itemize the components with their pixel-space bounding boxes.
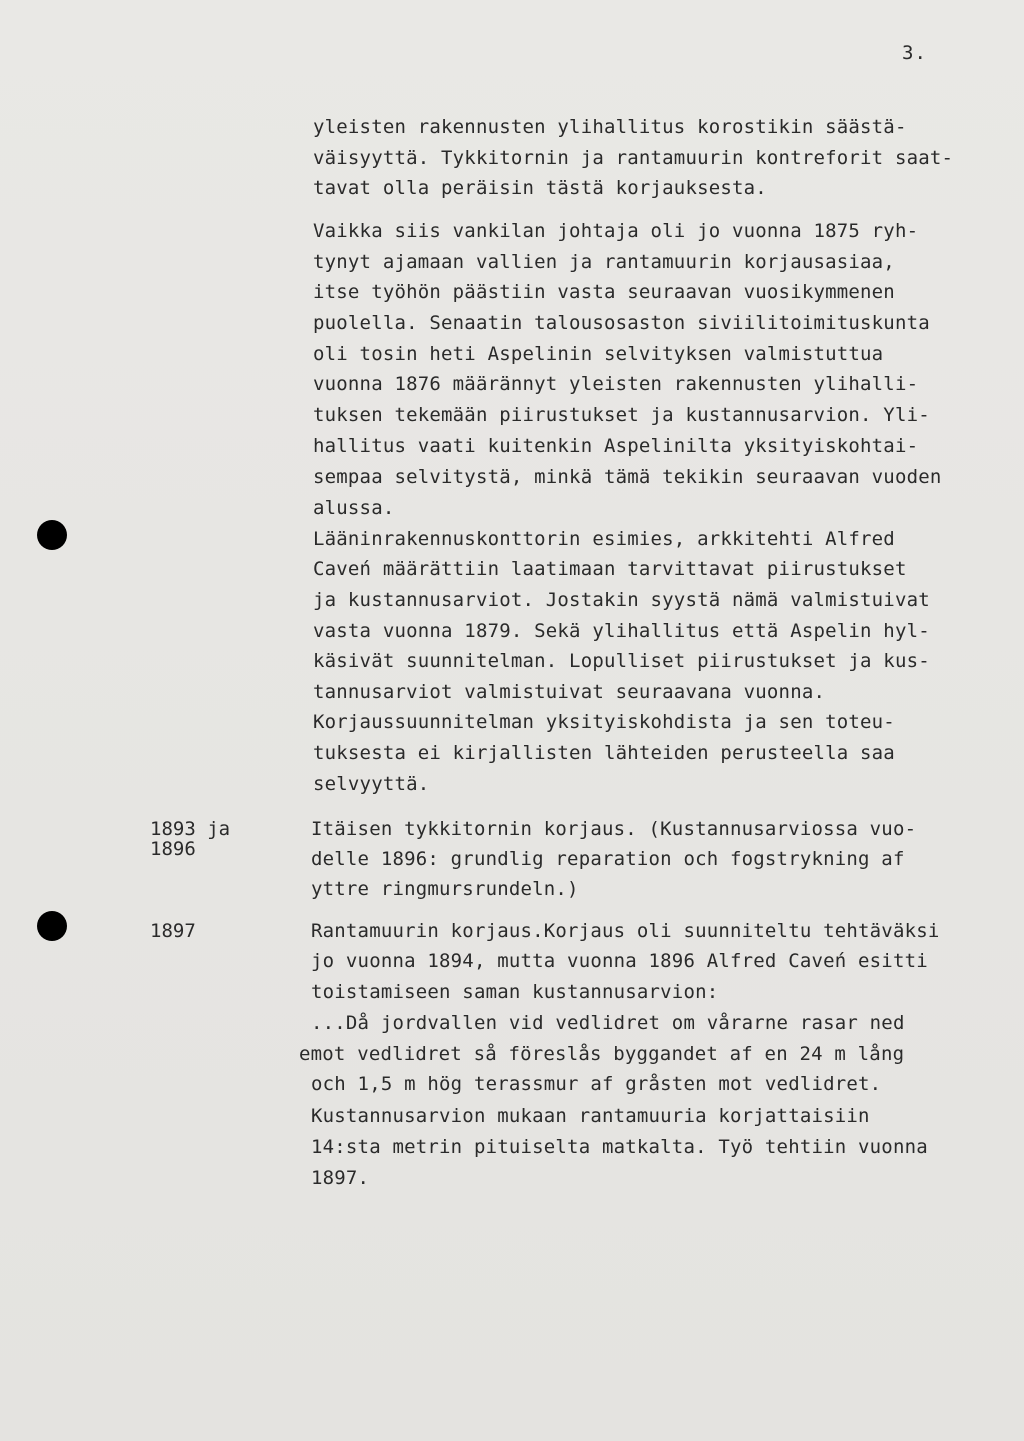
text-line: alussa. bbox=[313, 497, 395, 519]
text-line: oli tosin heti Aspelinin selvityksen valmistuttua bbox=[313, 343, 884, 365]
quote-line: emot vedlidret så föreslås byggandet af en 24 m lång bbox=[299, 1043, 905, 1065]
text-line: itse työhön päästiin vasta seuraavan vuosikymmenen bbox=[313, 281, 895, 303]
text-line: väisyyttä. Tykkitornin ja rantamuurin kontreforit saat- bbox=[313, 147, 954, 169]
text-line: käsivät suunnitelman. Lopulliset piirustukset ja kus- bbox=[313, 650, 930, 672]
margin-year-label: 1896 bbox=[150, 838, 196, 860]
text-line: yttre ringmursrundeln.) bbox=[311, 878, 579, 900]
text-line: 14:sta metrin pituiselta matkalta. Työ tehtiin vuonna bbox=[311, 1136, 928, 1158]
text-line: hallitus vaati kuitenkin Aspelinilta yksityiskohtai- bbox=[313, 435, 919, 457]
page-number: 3. bbox=[902, 42, 927, 64]
text-line: yleisten rakennusten ylihallitus korostikin säästä- bbox=[313, 116, 907, 138]
text-line: tannusarviot valmistuivat seuraavana vuonna. bbox=[313, 681, 826, 703]
text-line: Caveń määrättiin laatimaan tarvittavat piirustukset bbox=[313, 558, 907, 580]
text-line: 1897. bbox=[311, 1167, 370, 1189]
text-line: puolella. Senaatin talousosaston siviilitoimituskunta bbox=[313, 312, 930, 334]
text-line: sempaa selvitystä, minkä tämä tekikin seuraavan vuoden bbox=[313, 466, 942, 488]
text-line: Korjaussuunnitelman yksityiskohdista ja sen toteu- bbox=[313, 711, 895, 733]
text-line: Lääninrakennuskonttorin esimies, arkkitehti Alfred bbox=[313, 528, 895, 550]
margin-year-label: 1893 ja bbox=[150, 818, 231, 840]
quote-line: ...Då jordvallen vid vedlidret om vårarne rasar ned bbox=[311, 1012, 905, 1034]
text-line: delle 1896: grundlig reparation och fogstrykning af bbox=[311, 848, 905, 870]
punch-hole bbox=[37, 911, 67, 941]
text-line: Vaikka siis vankilan johtaja oli jo vuonna 1875 ryh- bbox=[313, 220, 919, 242]
text-line: selvyyttä. bbox=[313, 773, 430, 795]
text-line: vasta vuonna 1879. Sekä ylihallitus että Aspelin hyl- bbox=[313, 620, 930, 642]
text-line: Rantamuurin korjaus.Korjaus oli suunniteltu tehtäväksi bbox=[311, 920, 940, 942]
margin-year-label: 1897 bbox=[150, 920, 196, 942]
text-line: toistamiseen saman kustannusarvion: bbox=[311, 981, 719, 1003]
text-line: tuksen tekemään piirustukset ja kustannusarvion. Yli- bbox=[313, 404, 930, 426]
punch-hole bbox=[37, 520, 67, 550]
text-line: vuonna 1876 määrännyt yleisten rakennusten ylihalli- bbox=[313, 373, 919, 395]
text-line: tynyt ajamaan vallien ja rantamuurin korjausasiaa, bbox=[313, 251, 895, 273]
text-line: Itäisen tykkitornin korjaus. (Kustannusarviossa vuo- bbox=[311, 818, 917, 840]
text-line: jo vuonna 1894, mutta vuonna 1896 Alfred Caveń esitti bbox=[311, 950, 928, 972]
text-line: Kustannusarvion mukaan rantamuuria korjattaisiin bbox=[311, 1105, 870, 1127]
text-line: tavat olla peräisin tästä korjauksesta. bbox=[313, 177, 767, 199]
quote-line: och 1,5 m hög terassmur af gråsten mot vedlidret. bbox=[311, 1073, 882, 1095]
text-line: tuksesta ei kirjallisten lähteiden perusteella saa bbox=[313, 742, 895, 764]
text-line: ja kustannusarviot. Jostakin syystä nämä valmistuivat bbox=[313, 589, 930, 611]
